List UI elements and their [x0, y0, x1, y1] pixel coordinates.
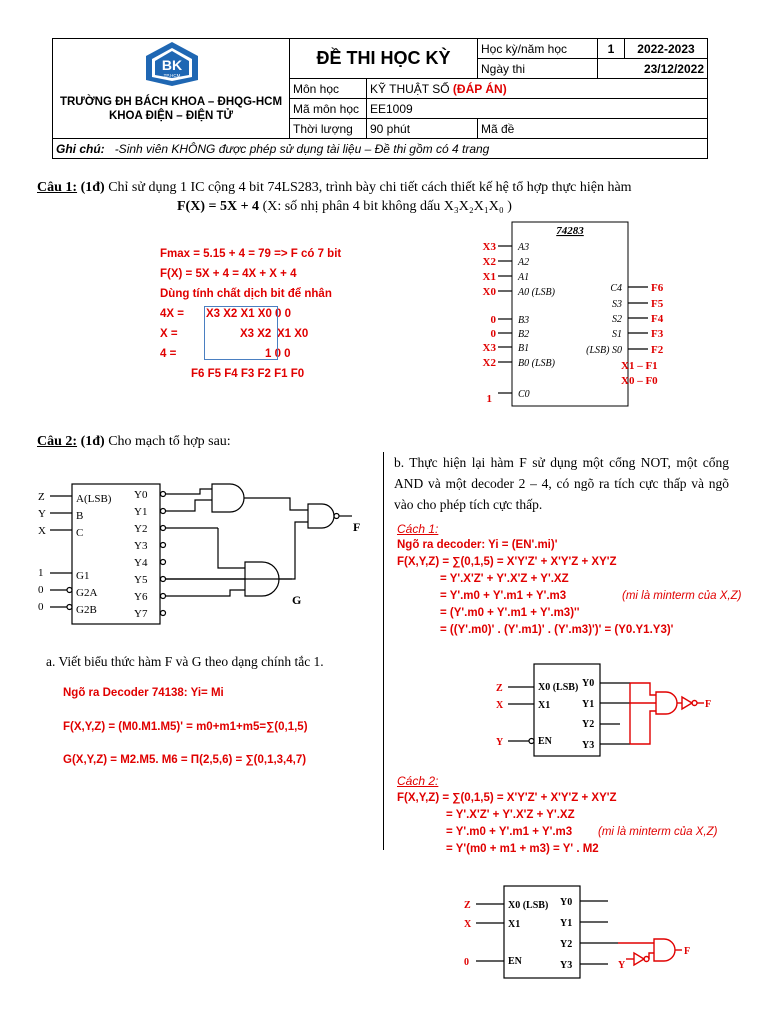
answer-tag: (ĐÁP ÁN)	[452, 81, 507, 96]
duration-label: Thời lượng	[290, 119, 367, 139]
column-divider	[383, 452, 384, 850]
extra-out-f0: X0 – F0	[621, 375, 658, 387]
dec2b-sig-f: F	[684, 946, 691, 957]
cach2-line-2: = Y'.X'Z' + Y'.X'Z + Y'.XZ	[446, 809, 575, 821]
dec-out-y5: Y5	[134, 574, 148, 586]
dec-pin-g2a: G2A	[76, 587, 98, 599]
row-4x-label: 4X =	[160, 308, 184, 320]
exam-header	[52, 38, 708, 161]
q1-answer-line-2: F(X) = 5X + 4 = 4X + X + 4	[160, 268, 297, 280]
dec2a-out-y0: Y0	[582, 678, 595, 689]
sig-g2b: 0	[38, 601, 44, 613]
ic-in-a2: X2	[482, 256, 496, 268]
dec2a-in-en: EN	[538, 736, 552, 747]
ic-74283-diagram	[470, 220, 680, 410]
q1-formula: F(X) = 5X + 4 (X: số nhị phân 4 bit không dấu X₃X₂X₁X₀ )	[177, 199, 512, 214]
school-name: TRƯỜNG ĐH BÁCH KHOA – ĐHQG-HCM	[59, 95, 283, 108]
ic-in-b2: 0	[490, 328, 496, 340]
row-4: 1 0 0	[265, 348, 291, 360]
ic-out-f3: F3	[651, 328, 664, 340]
ic-out-f4: F4	[651, 313, 664, 325]
ic-in-a1: X1	[482, 271, 496, 283]
decoder-2-4-circuit-1	[490, 662, 720, 762]
year-value: 2022-2023	[624, 39, 707, 59]
dec2a-in-x1: X1	[538, 700, 551, 711]
duration-value: 90 phút	[367, 119, 478, 139]
bk-logo	[142, 40, 202, 88]
ic-out-f6: F6	[651, 282, 664, 294]
dec-out-y7: Y7	[134, 608, 148, 620]
dec2b-sig-y: Y	[618, 960, 626, 971]
pin-b3: B3	[518, 315, 530, 326]
pin-b0: B0 (LSB)	[518, 358, 555, 369]
faculty-name: KHOA ĐIỆN – ĐIỆN TỬ	[108, 109, 234, 122]
dec-out-y6: Y6	[134, 591, 148, 603]
note-row: Ghi chú: -Sinh viên KHÔNG được phép sử dụng tài liệu – Đề thi gồm có 4 trang	[53, 139, 708, 159]
alignment-box	[204, 306, 278, 360]
date-value: 23/12/2022	[597, 59, 707, 79]
ic-out-f5: F5	[651, 298, 664, 310]
pin-b1: B1	[518, 343, 530, 354]
dec2b-out-y3: Y3	[560, 960, 573, 971]
pin-c0: C0	[518, 389, 530, 400]
dec2b-out-y2: Y2	[560, 939, 573, 950]
dec-out-y0: Y0	[134, 489, 148, 501]
ic-in-a0: X0	[482, 286, 496, 298]
q1-answer-line-3: Dùng tính chất dịch bit để nhân	[160, 288, 332, 300]
cach1-title: Cách 1:	[397, 522, 439, 536]
sig-z: Z	[38, 491, 45, 503]
ic-in-b1: X3	[482, 342, 496, 354]
dec-pin-a: A(LSB)	[76, 493, 112, 505]
ic-out-f2: F2	[651, 344, 664, 356]
q1-answer-line-1: Fmax = 5.15 + 4 = 79 => F có 7 bit	[160, 248, 342, 260]
row-x-b: X1 X0	[277, 328, 309, 340]
part-b-question: b. Thực hiện lại hàm F sử dụng một cổng NOT, một cổng AND và một decoder 2 – 4, có ngõ ra tích cực thấp và ngõ vào cho phép tích cực thấp.	[394, 455, 729, 512]
result-row: F6 F5 F4 F3 F2 F1 F0	[191, 368, 305, 380]
dec-out-y4: Y4	[134, 557, 148, 569]
dec-out-y1: Y1	[134, 506, 148, 518]
pin-s3: S3	[612, 299, 622, 310]
code-label: Mã môn học	[290, 99, 367, 119]
dec2a-sig-z: Z	[496, 683, 503, 694]
dec-pin-c: C	[76, 527, 84, 539]
ans-a-1: Ngõ ra Decoder 74138: Yi= Mi	[63, 687, 224, 699]
dec2b-in-x0: X0 (LSB)	[508, 900, 549, 911]
cach1-line-3: = Y'.X'Z' + Y'.X'Z + Y'.XZ	[440, 573, 569, 585]
out-g-label: G	[292, 593, 302, 607]
cach2-title: Cách 2:	[397, 774, 439, 788]
date-label: Ngày thi	[478, 59, 598, 79]
dec2b-sig-z: Z	[464, 900, 471, 911]
ans-a-3: G(X,Y,Z) = M2.M5. M6 = Π(2,5,6) = ∑(0,1,3,4,7)	[63, 754, 307, 766]
minterm-note-2: (mi là minterm của X,Z)	[598, 826, 718, 838]
dec2a-out-y1: Y1	[582, 699, 595, 710]
decoder-74138-circuit	[30, 482, 370, 632]
dec2b-in-x1: X1	[508, 919, 521, 930]
pin-s2: S2	[612, 314, 622, 325]
dec2b-sig-en: 0	[464, 957, 469, 968]
pin-b2: B2	[518, 329, 530, 340]
dec2a-out-y2: Y2	[582, 719, 595, 730]
ic-in-b0: X2	[482, 357, 496, 369]
cach2-line-4: = Y'(m0 + m1 + m3) = Y' . M2	[446, 843, 599, 855]
cach1-line-6: = ((Y'.m0)' . (Y'.m1)' . (Y'.m3)')' = (Y0.Y1.Y3)'	[440, 624, 674, 636]
cach2-line-3: = Y'.m0 + Y'.m1 + Y'.m3	[446, 826, 573, 838]
pin-a0: A0 (LSB)	[518, 287, 555, 298]
semester-value: 1	[597, 39, 624, 59]
dec-out-y2: Y2	[134, 523, 148, 535]
cach1-line-4: = Y'.m0 + Y'.m1 + Y'.m3	[440, 590, 567, 602]
row-4x: X3 X2 X1 X0 0 0	[206, 308, 292, 320]
dec-out-y3: Y3	[134, 540, 148, 552]
q2-statement: Câu 2: (1đ) Cho mạch tổ hợp sau:	[37, 434, 231, 449]
decoder-2-4-circuit-2	[458, 884, 708, 984]
sig-g2a: 0	[38, 584, 44, 596]
school-cell	[53, 39, 290, 139]
logo-sub: TP.HCM	[163, 72, 181, 78]
dec2a-sig-f: F	[705, 699, 712, 710]
cach2-line-1: F(X,Y,Z) = ∑(0,1,5) = X'Y'Z' + X'Y'Z + XY'Z	[397, 792, 617, 804]
ic-in-b3: 0	[490, 314, 496, 326]
extra-out-f1: X1 – F1	[621, 360, 658, 372]
pin-c4: C4	[610, 283, 622, 294]
dec2a-sig-x: X	[496, 700, 504, 711]
out-f-label: F	[353, 520, 361, 534]
logo-text: BK	[161, 56, 183, 73]
cach1-line-2: F(X,Y,Z) = ∑(0,1,5) = X'Y'Z' + X'Y'Z + XY'Z	[397, 556, 617, 568]
subject-value: KỸ THUẬT SỐ (ĐÁP ÁN)	[367, 79, 708, 99]
row-x-label: X =	[160, 328, 178, 340]
dec-pin-b: B	[76, 510, 84, 522]
pin-s0: (LSB) S0	[586, 345, 622, 356]
sig-y: Y	[38, 508, 46, 520]
pin-a2: A2	[518, 257, 530, 268]
dec2b-out-y1: Y1	[560, 918, 573, 929]
dec2a-in-x0: X0 (LSB)	[538, 682, 579, 693]
dec2b-out-y0: Y0	[560, 897, 573, 908]
subject-label: Môn học	[290, 79, 367, 99]
dec-pin-g2b: G2B	[76, 604, 97, 616]
row-x-a: X3 X2	[240, 328, 272, 340]
dec2b-in-en: EN	[508, 956, 522, 967]
code-value: EE1009	[367, 99, 708, 119]
ic-in-c0: 1	[486, 393, 492, 405]
dec2a-out-y3: Y3	[582, 740, 595, 751]
sig-x: X	[38, 525, 46, 537]
exam-title: ĐỀ THI HỌC KỲ	[290, 39, 478, 79]
dec2a-sig-y: Y	[496, 737, 504, 748]
cach1-line-1: Ngõ ra decoder: Yi = (EN'.mi)'	[397, 539, 558, 551]
q1-statement: Câu 1: (1đ) Chỉ sử dụng 1 IC cộng 4 bit 74LS283, trình bày chi tiết cách thiết kế hệ tổ hợp thực hiện hàm	[37, 180, 632, 195]
pin-s1: S1	[612, 329, 622, 340]
ic-name: 74283	[556, 225, 584, 237]
dec2b-sig-x: X	[464, 919, 472, 930]
sig-g1: 1	[38, 567, 44, 579]
row-4-label: 4 =	[160, 348, 177, 360]
pin-a1: A1	[518, 272, 530, 283]
semester-label: Học kỳ/năm học	[478, 39, 598, 59]
part-a-question: a. Viết biểu thức hàm F và G theo dạng chính tắc 1.	[46, 654, 324, 669]
ans-a-2: F(X,Y,Z) = (M0.M1.M5)' = m0+m1+m5=∑(0,1,5)	[63, 721, 308, 733]
cach1-line-5: = (Y'.m0 + Y'.m1 + Y'.m3)''	[440, 607, 580, 619]
exam-code-label: Mã đề	[478, 119, 708, 139]
minterm-note-1: (mi là minterm của X,Z)	[622, 590, 742, 602]
dec-pin-g1: G1	[76, 570, 90, 582]
pin-a3: A3	[518, 242, 530, 253]
ic-in-a3: X3	[482, 241, 496, 253]
